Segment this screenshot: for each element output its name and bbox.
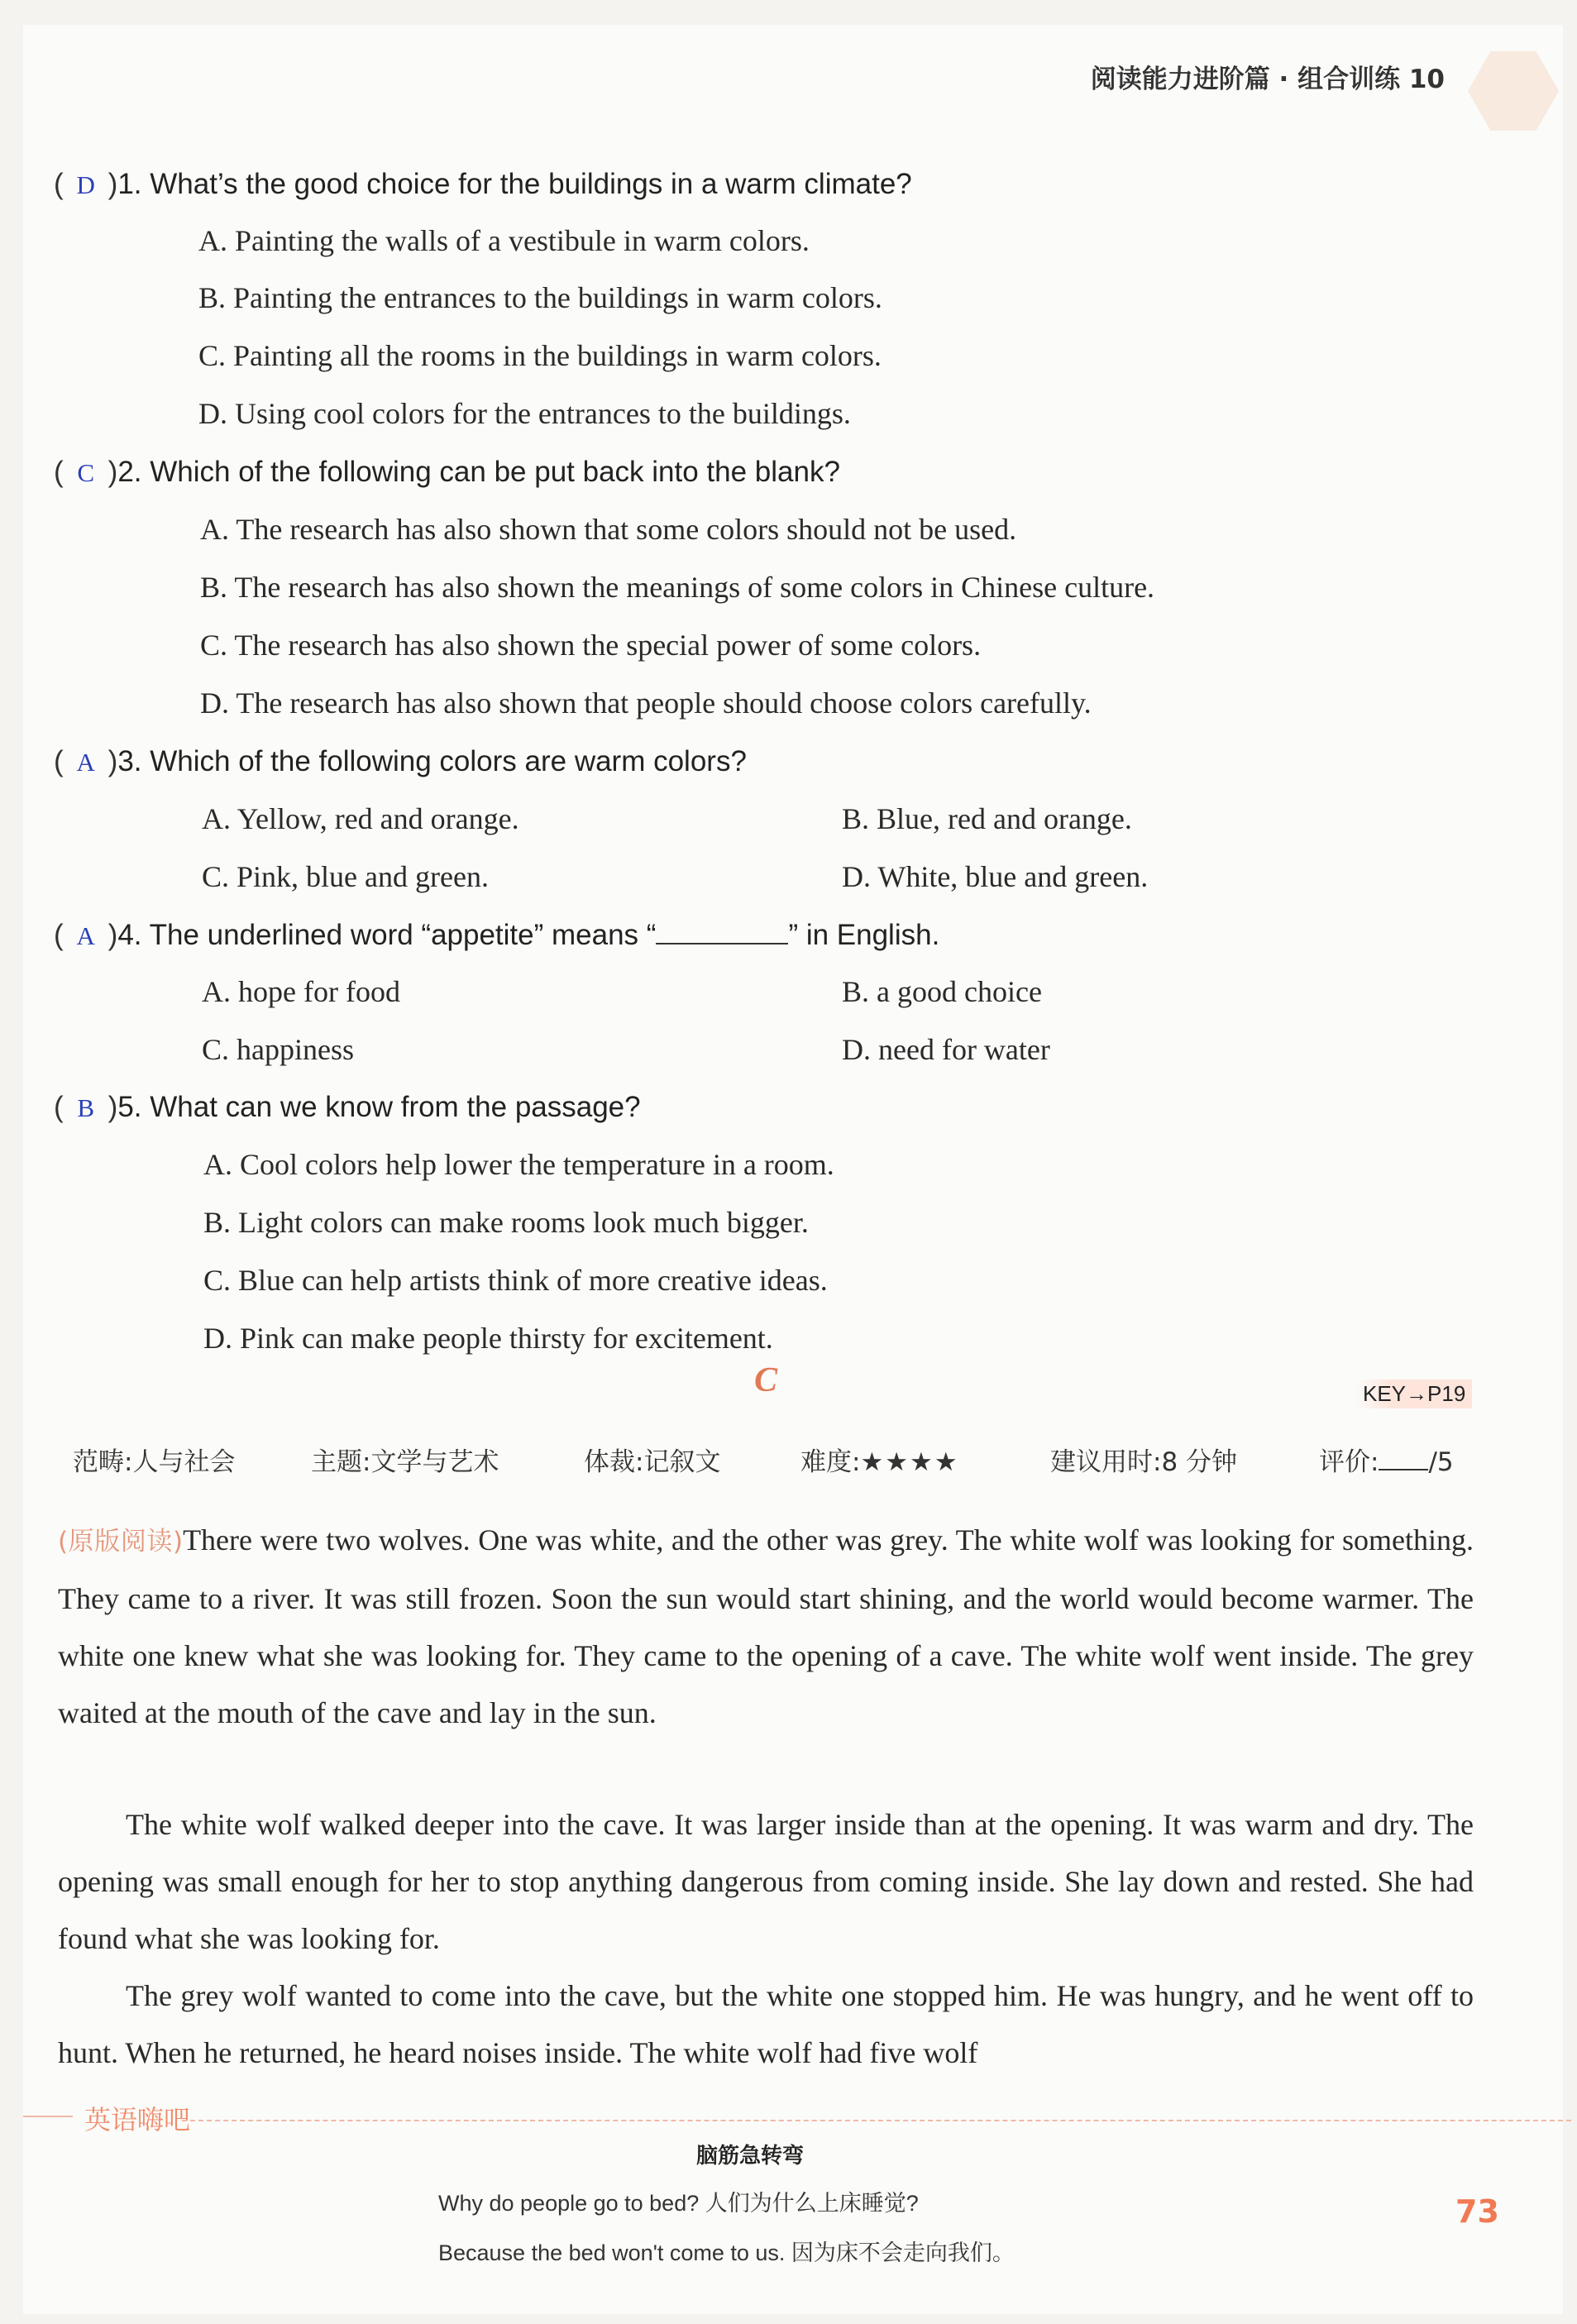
answer-3: A xyxy=(76,748,95,777)
question-number: 4. xyxy=(117,919,142,951)
passage-paragraph-2 xyxy=(58,1796,1474,1968)
difficulty-stars: ★★★★ xyxy=(860,1447,959,1477)
info-theme: 主题:文学与艺术 xyxy=(311,1447,499,1477)
option: B. Blue, red and orange. xyxy=(842,802,1132,835)
paragraph-text: The white wolf walked deeper into the cave. It was larger inside than at the opening. It was warm and dry. The opening was small enough for her to stop anything dangerous from coming inside. She lay down and rested. She had found what she was looking for. xyxy=(58,1808,1474,1955)
question-2: ( C )2. Which of the following can be put back into the blank? xyxy=(54,456,840,488)
option: C. Pink, blue and green. xyxy=(202,860,489,893)
riddle-title: 脑筋急转弯 xyxy=(696,2144,805,2169)
question-number: 1. xyxy=(117,168,142,200)
option: D. need for water xyxy=(842,1033,1050,1066)
footer-brand: 英语嗨吧 xyxy=(84,2104,191,2135)
paragraph-text: The grey wolf wanted to come into the cave, but the white one stopped him. He was hungry, and he went off to hunt. When he returned, he heard noises inside. The white wolf had five wolf xyxy=(58,1979,1474,2069)
option: C. Painting all the rooms in the buildings in warm colors. xyxy=(198,339,882,372)
difficulty-label: 难度: xyxy=(800,1447,861,1477)
info-category: 范畴:人与社会 xyxy=(73,1447,236,1477)
riddle-question: Why do people go to bed? 人们为什么上床睡觉? xyxy=(438,2191,919,2216)
answer-blank xyxy=(656,918,788,944)
answer-key-ref: KEY→P19 xyxy=(1356,1380,1472,1408)
passage-paragraph-3 xyxy=(58,1968,1474,2082)
option: D. White, blue and green. xyxy=(842,860,1149,893)
option: A. hope for food xyxy=(202,975,400,1008)
rating-total: /5 xyxy=(1428,1447,1454,1477)
info-rating xyxy=(1319,1441,1454,1478)
info-time: 建议用时:8 分钟 xyxy=(1050,1447,1238,1477)
footer-divider-left xyxy=(23,2116,73,2117)
option: B. The research has also shown the meanings of some colors in Chinese culture. xyxy=(200,571,1155,604)
question-text-end: ” in English. xyxy=(788,919,940,951)
question-number: 2. xyxy=(117,456,142,488)
answer-5: B xyxy=(77,1093,94,1122)
option: B. a good choice xyxy=(842,975,1042,1008)
question-text: What can we know from the passage? xyxy=(150,1091,641,1123)
passage-tag: (原版阅读) xyxy=(58,1527,184,1557)
question-text: What’s the good choice for the buildings in a warm climate? xyxy=(150,168,912,200)
answer-1: D xyxy=(76,170,95,199)
answer-2: C xyxy=(77,458,94,487)
answer-4: A xyxy=(76,921,95,950)
option: B. Light colors can make rooms look much bigger. xyxy=(203,1206,809,1239)
rating-label: 评价: xyxy=(1319,1447,1379,1477)
info-genre: 体裁:记叙文 xyxy=(584,1447,721,1477)
riddle-answer: Because the bed won't come to us. 因为床不会走向我们。 xyxy=(438,2240,1015,2265)
question-text: The underlined word “appetite” means “ xyxy=(149,919,657,951)
option: A. Painting the walls of a vestibule in warm colors. xyxy=(198,224,810,257)
question-5: ( B )5. What can we know from the passage? xyxy=(54,1091,641,1123)
option: A. Cool colors help lower the temperature in a room. xyxy=(203,1148,834,1181)
paragraph-text: There were two wolves. One was white, and the other was grey. The white wolf was looking for something. They came to a river. It was still frozen. Soon the sun would start shining, and the world would become warmer. The white one knew what she was looking for. They came to the opening of a cave. The white wolf went inside. The grey waited at the mouth of the cave and lay in the sun. xyxy=(58,1523,1474,1729)
info-difficulty xyxy=(800,1441,959,1478)
option: D. Pink can make people thirsty for excitement. xyxy=(203,1322,773,1355)
footer-divider xyxy=(182,2120,1571,2121)
rating-blank xyxy=(1379,1447,1428,1470)
option: C. happiness xyxy=(202,1033,354,1066)
question-number: 5. xyxy=(117,1091,142,1123)
question-1: ( D )1. What’s the good choice for the buildings in a warm climate? xyxy=(54,168,912,200)
page-number: 73 xyxy=(1455,2193,1499,2230)
option: D. The research has also shown that people should choose colors carefully. xyxy=(200,686,1092,720)
question-4: ( A )4. The underlined word “appetite” means “ ” in English. xyxy=(54,919,940,951)
section-letter: C xyxy=(754,1361,778,1399)
question-3: ( A )3. Which of the following colors are warm colors? xyxy=(54,745,747,777)
passage-paragraph-1 xyxy=(58,1512,1474,1742)
option: A. Yellow, red and orange. xyxy=(202,802,519,835)
option: B. Painting the entrances to the buildings in warm colors. xyxy=(198,281,882,314)
question-text: Which of the following colors are warm colors? xyxy=(150,745,747,777)
option: D. Using cool colors for the entrances to the buildings. xyxy=(198,397,851,430)
page-header-title: 阅读能力进阶篇 · 组合训练 10 xyxy=(1090,65,1445,94)
option: A. The research has also shown that some colors should not be used. xyxy=(200,513,1017,546)
option: C. The research has also shown the special power of some colors. xyxy=(200,629,982,662)
question-text: Which of the following can be put back into the blank? xyxy=(150,456,840,488)
question-number: 3. xyxy=(117,745,142,777)
option: C. Blue can help artists think of more creative ideas. xyxy=(203,1264,828,1297)
